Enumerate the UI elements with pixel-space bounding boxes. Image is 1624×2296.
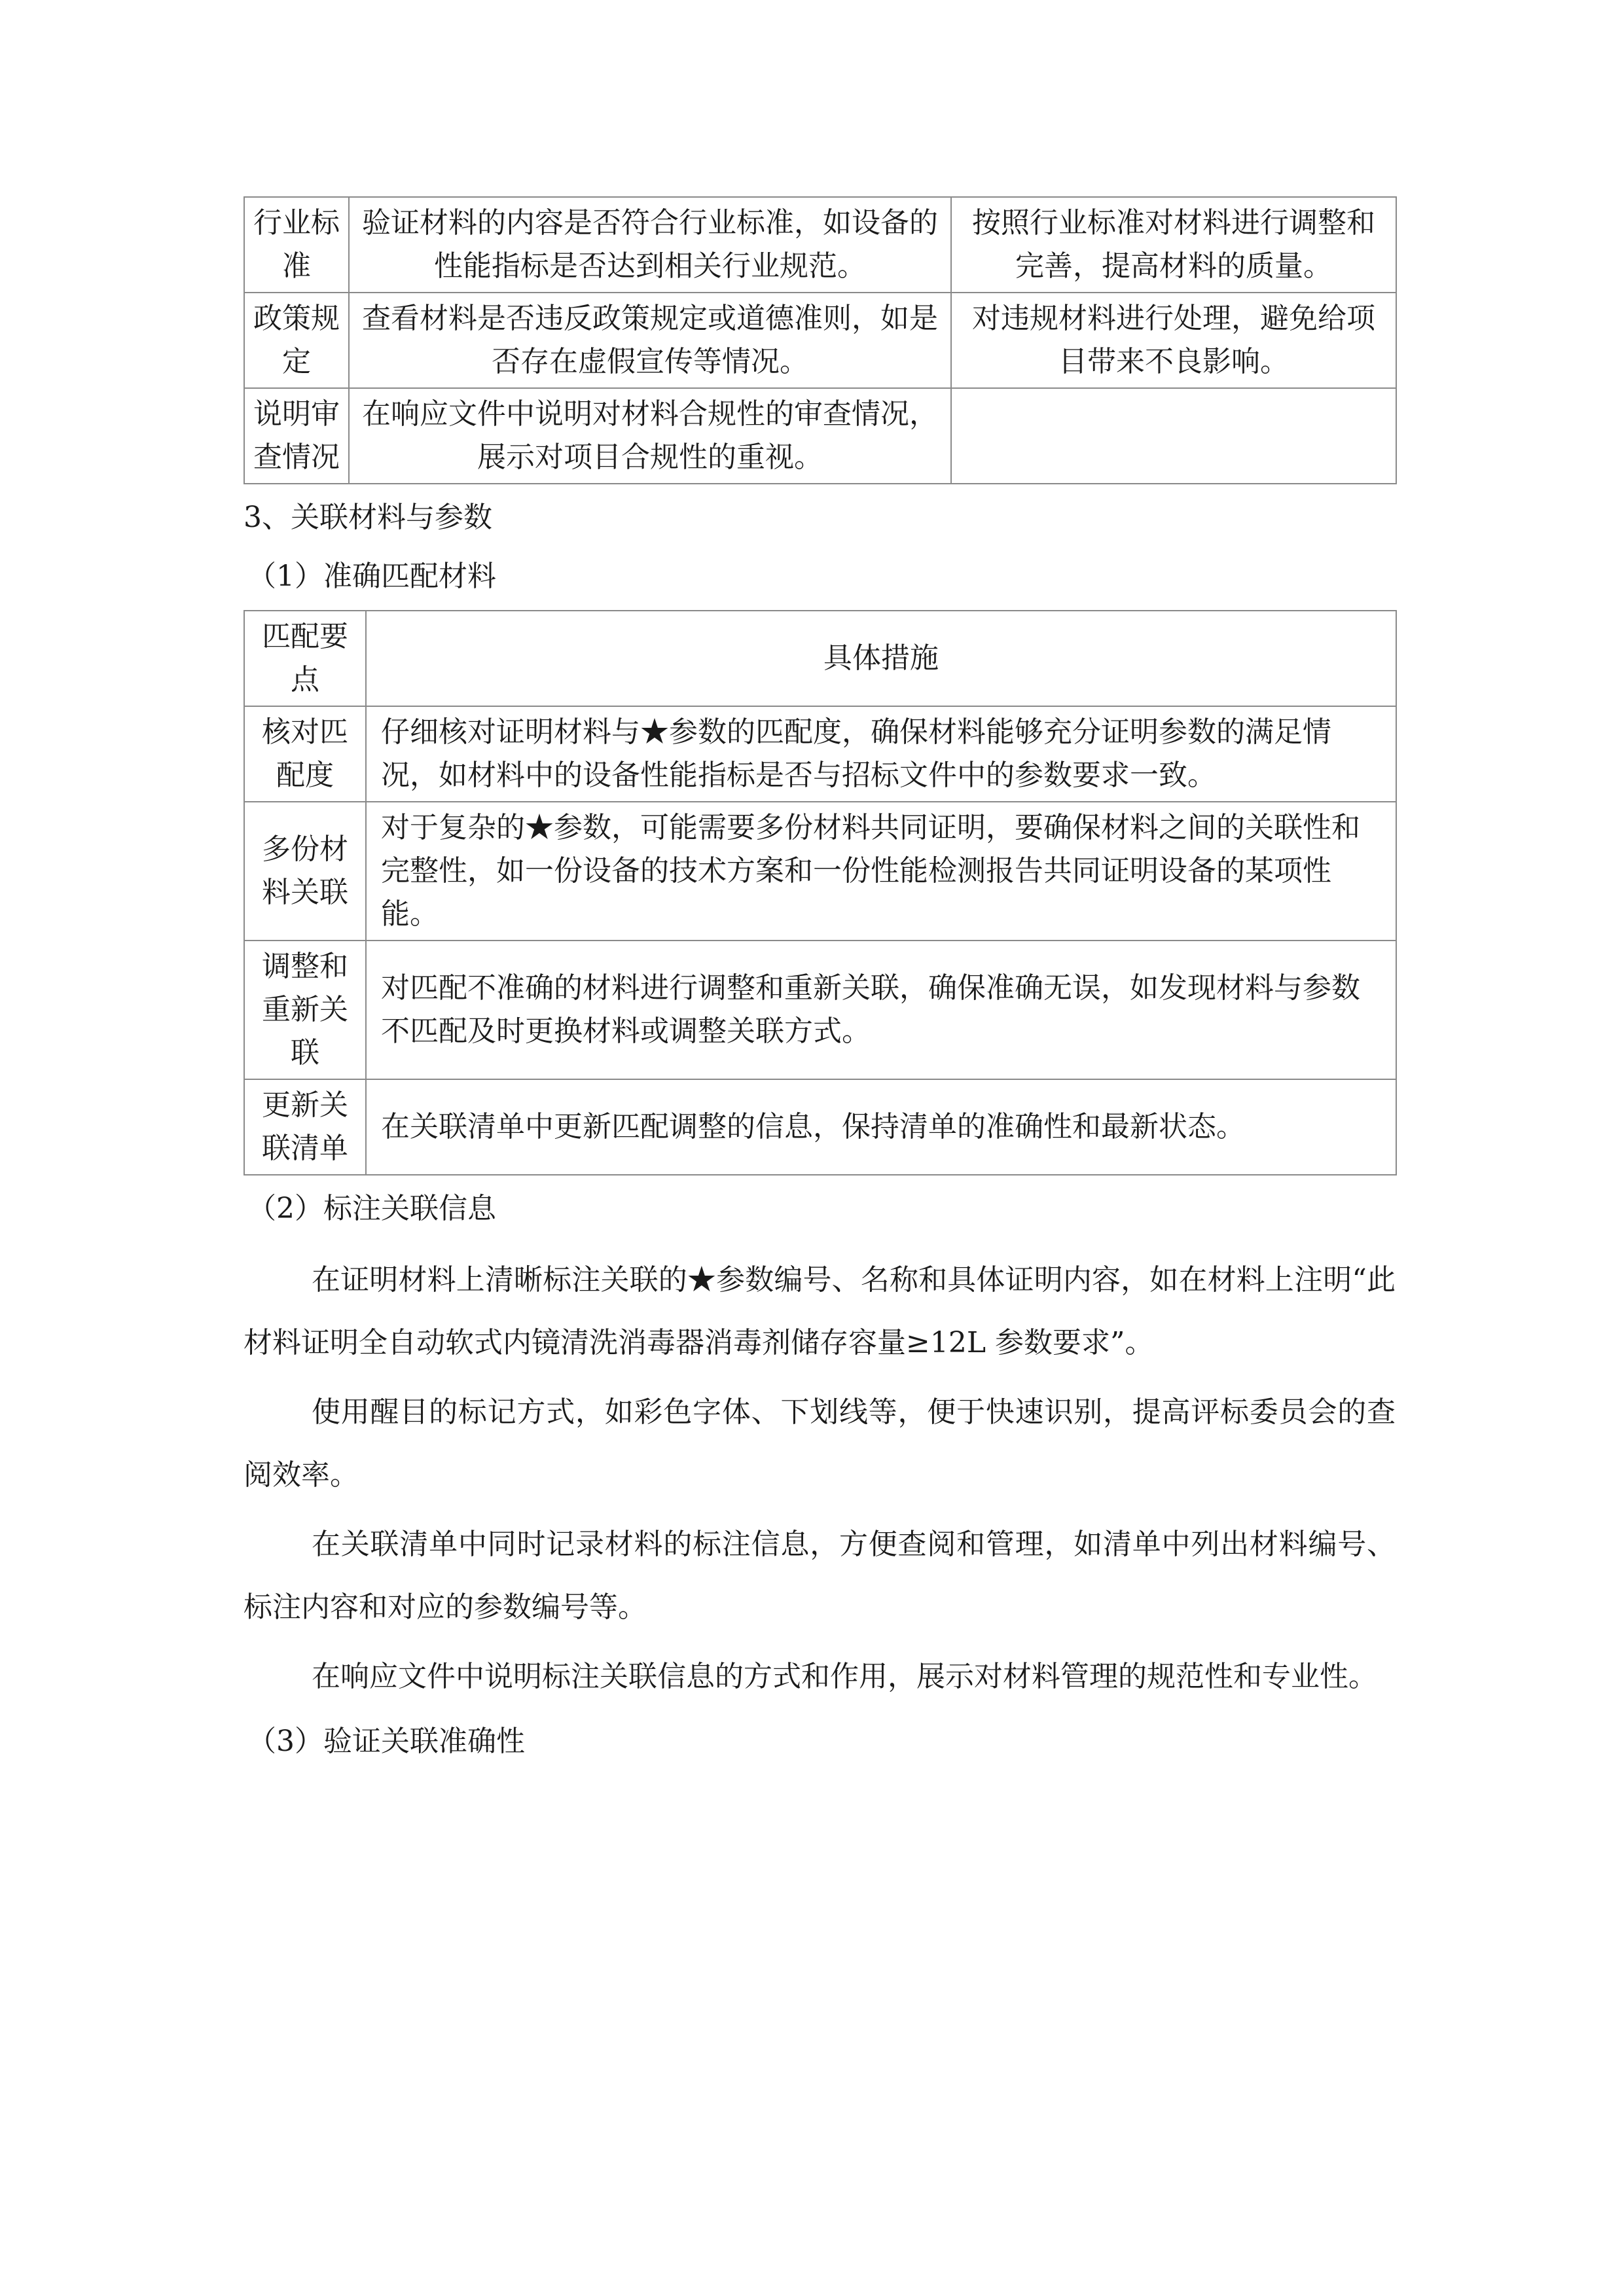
compliance-table xyxy=(244,196,1397,484)
paragraph: 使用醒目的标记方式，如彩色字体、下划线等，便于快速识别，提高评标委员会的查阅效率。 xyxy=(244,1395,1396,1492)
table-row xyxy=(244,941,1396,1079)
row-action: 对违规材料进行处理，避免给项目带来不良影响。 xyxy=(951,293,1396,388)
table-row xyxy=(244,388,1396,484)
row-key: 行业标准 xyxy=(244,197,349,293)
row-key: 核对匹配度 xyxy=(244,706,366,802)
header-value: 具体措施 xyxy=(366,611,1396,706)
paragraph: 在关联清单中同时记录材料的标注信息，方便查阅和管理，如清单中列出材料编号、标注内容和对应的参数编号等。 xyxy=(244,1528,1396,1624)
row-key: 多份材料关联 xyxy=(244,802,366,941)
row-value: 对匹配不准确的材料进行调整和重新关联，确保准确无误，如发现材料与参数不匹配及时更换材料或调整关联方式。 xyxy=(366,941,1396,1079)
paragraph: 在证明材料上清晰标注关联的★参数编号、名称和具体证明内容，如在材料上注明“此材料证明全自动软式内镜清洗消毒器消毒剂储存容量≥12L 参数要求”。 xyxy=(244,1263,1396,1359)
row-value: 仔细核对证明材料与★参数的匹配度，确保材料能够充分证明参数的满足情况，如材料中的设备性能指标是否与招标文件中的参数要求一致。 xyxy=(366,706,1396,802)
subsection-heading: （1）准确匹配材料 xyxy=(247,560,496,593)
table-header-row xyxy=(244,611,1396,706)
row-value: 对于复杂的★参数，可能需要多份材料共同证明，要确保材料之间的关联性和完整性，如一份设备的技术方案和一份性能检测报告共同证明设备的某项性能。 xyxy=(366,802,1396,941)
document-page xyxy=(244,196,1396,1775)
row-key: 说明审查情况 xyxy=(244,388,349,484)
row-check: 验证材料的内容是否符合行业标准，如设备的性能指标是否达到相关行业规范。 xyxy=(349,197,951,293)
matching-table xyxy=(244,610,1397,1175)
subsection-heading: （3）验证关联准确性 xyxy=(247,1725,525,1758)
row-action xyxy=(951,388,1396,484)
table-row xyxy=(244,802,1396,941)
row-key: 调整和重新关联 xyxy=(244,941,366,1079)
table-row xyxy=(244,197,1396,293)
table-row xyxy=(244,293,1396,388)
row-key: 政策规定 xyxy=(244,293,349,388)
paragraph: 在响应文件中说明标注关联信息的方式和作用，展示对材料管理的规范性和专业性。 xyxy=(312,1660,1377,1693)
row-value: 在关联清单中更新匹配调整的信息，保持清单的准确性和最新状态。 xyxy=(366,1079,1396,1175)
row-check: 在响应文件中说明对材料合规性的审查情况，展示对项目合规性的重视。 xyxy=(349,388,951,484)
row-key: 更新关联清单 xyxy=(244,1079,366,1175)
table-row xyxy=(244,1079,1396,1175)
section-heading: 3、关联材料与参数 xyxy=(244,501,492,534)
row-check: 查看材料是否违反政策规定或道德准则，如是否存在虚假宣传等情况。 xyxy=(349,293,951,388)
row-action: 按照行业标准对材料进行调整和完善，提高材料的质量。 xyxy=(951,197,1396,293)
subsection-heading: （2）标注关联信息 xyxy=(247,1192,496,1225)
header-key: 匹配要点 xyxy=(244,611,366,706)
table-row xyxy=(244,706,1396,802)
